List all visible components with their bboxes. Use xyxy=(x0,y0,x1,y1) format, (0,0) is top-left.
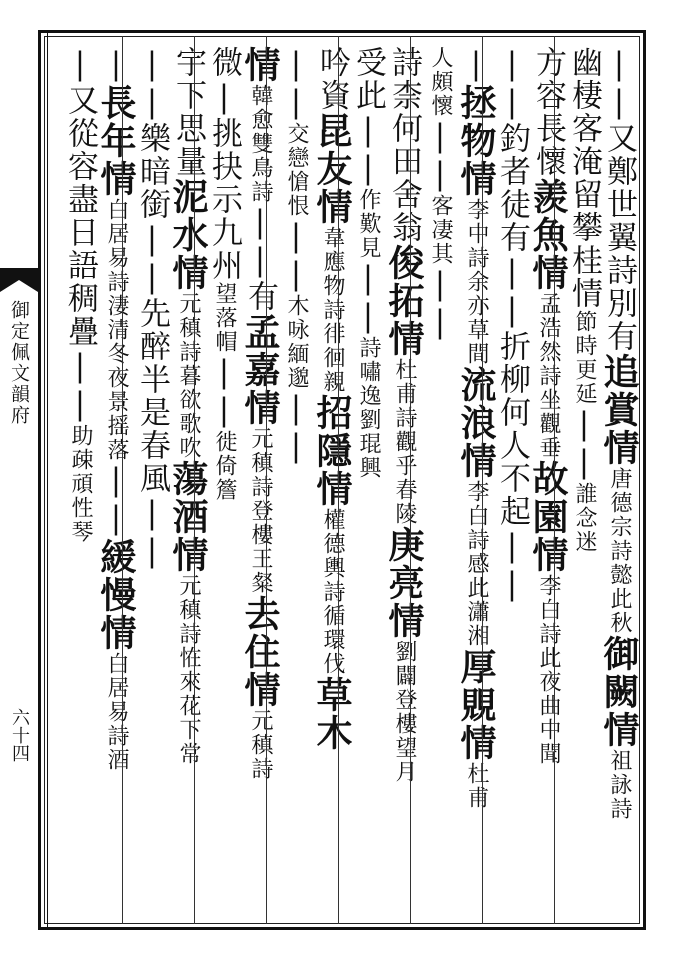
entry-text: | xyxy=(242,204,278,242)
entry-text: | xyxy=(62,46,98,84)
entry-text: 又鄭世翼詩別有 xyxy=(601,122,637,353)
entry-heading: 招隱情 xyxy=(311,394,353,508)
entry-text: | xyxy=(494,84,530,122)
entry-note: 作歎見 xyxy=(356,188,381,260)
entry-text: | xyxy=(566,406,602,444)
entry-text: 受此 xyxy=(350,46,386,112)
column-rule xyxy=(554,36,555,924)
entry-heading: 厚覞情 xyxy=(455,648,497,762)
fishtail-shape xyxy=(0,268,38,292)
column-rule xyxy=(122,36,123,924)
entry-text: 微 xyxy=(206,46,242,79)
entry-text: | xyxy=(206,354,242,392)
entry-text: 折柳何人不起 xyxy=(494,330,530,528)
entry-note: 韋應物詩徘徊親 xyxy=(320,226,345,394)
entry-note: 杜甫詩觀乎春陵 xyxy=(392,358,417,526)
entry-text: | xyxy=(278,218,314,256)
entry-note: 人頗懷 xyxy=(428,46,453,118)
entry-heading: 故園情 xyxy=(527,460,569,574)
entry-heading: 草木 xyxy=(311,676,353,752)
entry-text: 吟資 xyxy=(314,46,350,112)
column-rule xyxy=(194,36,195,924)
entry-text: | xyxy=(494,46,530,84)
entry-text: 方容長懷 xyxy=(530,46,566,178)
entry-text: | xyxy=(350,298,386,336)
entry-note: 元稹詩暮欲歌吹 xyxy=(176,292,201,460)
page-number: 六十四 xyxy=(9,708,30,762)
entry-note: 孟浩然詩坐觀垂 xyxy=(536,292,561,460)
entry-note: 元稹詩 xyxy=(248,709,273,781)
entry-heading: 孟嘉情 xyxy=(239,313,281,427)
entry-text: | xyxy=(98,462,134,500)
entry-note: 韓愈雙鳥詩 xyxy=(248,84,273,204)
entry-text: | xyxy=(422,266,458,304)
entry-heading: 追賞情 xyxy=(598,353,640,467)
entry-note: 祖詠詩 xyxy=(607,749,632,821)
entry-text: 宇下思量 xyxy=(170,46,206,178)
entry-note: 誰念迷 xyxy=(572,482,597,554)
entry-note: 詩嘯逸劉琨興 xyxy=(356,336,381,480)
entry-note: 元稹詩恠來花下常 xyxy=(176,574,201,766)
entry-note: 木咏緬邈 xyxy=(284,294,309,390)
margin-strip xyxy=(38,30,48,930)
entry-text: | xyxy=(494,292,530,330)
entry-text: | xyxy=(242,242,278,280)
entry-text: | xyxy=(278,256,314,294)
entry-text: | xyxy=(206,79,242,117)
entry-text: | xyxy=(98,46,134,84)
entry-text: | xyxy=(422,156,458,194)
entry-heading: 庚亮情 xyxy=(383,526,425,640)
entry-note: 劉闢登樓望月 xyxy=(392,640,417,784)
entry-text: | xyxy=(350,260,386,298)
entry-note: 李白詩感此瀟湘 xyxy=(464,480,489,648)
entry-heading: 羨魚情 xyxy=(527,178,569,292)
entry-text: | xyxy=(350,112,386,150)
entry-text: 挑抉示九州 xyxy=(206,117,242,282)
entry-text: | xyxy=(278,46,314,84)
entry-text: | xyxy=(206,392,242,430)
entry-note: 客凄其 xyxy=(428,194,453,266)
entry-note: 白居易詩酒 xyxy=(104,652,129,772)
entry-text: | xyxy=(494,566,530,604)
entry-text: | xyxy=(134,495,170,533)
entry-text: | xyxy=(350,150,386,188)
entry-text: | xyxy=(494,254,530,292)
entry-text: 釣者徒有 xyxy=(494,122,530,254)
entry-note: 唐德宗詩懿此秋 xyxy=(607,467,632,635)
fishtail-mark xyxy=(0,268,38,292)
entry-heading: 俊拓情 xyxy=(383,244,425,358)
entry-text: 樂暗銜 xyxy=(134,122,170,221)
entry-note: 元稹詩登樓王粲 xyxy=(248,427,273,595)
column-rule xyxy=(482,36,483,924)
entry-note: 李中詩余亦草間 xyxy=(464,198,489,366)
entry-text: | xyxy=(601,84,637,122)
entry-heading: 長年情 xyxy=(95,84,137,198)
running-title: 御定佩文韻府 xyxy=(8,300,30,426)
entry-text: | xyxy=(134,259,170,297)
entry-note: 李白詩此夜曲中聞 xyxy=(536,574,561,766)
entry-note: 權德輿詩循環伐 xyxy=(320,508,345,676)
entry-text: | xyxy=(278,84,314,122)
entry-text: 先醉半是春風 xyxy=(134,297,170,495)
column-rule xyxy=(266,36,267,924)
entry-text: | xyxy=(134,84,170,122)
entry-text: | xyxy=(458,46,494,84)
entry-text: | xyxy=(62,348,98,386)
entry-text: | xyxy=(134,221,170,259)
entry-heading: 流浪情 xyxy=(455,366,497,480)
entry-heading: 泥水情 xyxy=(167,178,209,292)
entry-text: 詩柰何田舍翁 xyxy=(386,46,422,244)
entry-heading: 御闕情 xyxy=(598,635,640,749)
entry-note: 助疎頑性琴 xyxy=(68,424,93,544)
text-column xyxy=(51,46,109,922)
entry-text: | xyxy=(278,428,314,466)
entry-text: | xyxy=(98,500,134,538)
entry-heading: 情 xyxy=(239,46,281,84)
entry-note: 杜甫 xyxy=(464,762,489,810)
entry-heading: 昆友情 xyxy=(311,112,353,226)
entry-note: 交戀愴恨 xyxy=(284,122,309,218)
column-rule xyxy=(338,36,339,924)
entry-text: 有 xyxy=(242,280,278,313)
entry-note: 白居易詩淒清冬夜景摇落 xyxy=(104,198,129,462)
entry-text: | xyxy=(62,386,98,424)
entry-note: 徙倚簷 xyxy=(212,430,237,502)
entry-text: | xyxy=(422,304,458,342)
entry-text: 又從容盡日語稠疊 xyxy=(62,84,98,348)
entry-text: 幽棲客淹留攀桂情 xyxy=(566,46,602,310)
entry-heading: 拯物情 xyxy=(455,84,497,198)
entry-heading: 去住情 xyxy=(239,595,281,709)
entry-text: | xyxy=(422,118,458,156)
entry-note: 望落帽 xyxy=(212,282,237,354)
entry-text: | xyxy=(601,46,637,84)
entry-heading: 緩慢情 xyxy=(95,538,137,652)
entry-text: | xyxy=(278,390,314,428)
entry-text: | xyxy=(134,533,170,571)
entry-text: | xyxy=(494,528,530,566)
entry-note: 節時更延 xyxy=(572,310,597,406)
column-rule xyxy=(410,36,411,924)
entry-text: | xyxy=(566,444,602,482)
entry-heading: 蕩酒情 xyxy=(167,460,209,574)
entry-text: | xyxy=(134,46,170,84)
